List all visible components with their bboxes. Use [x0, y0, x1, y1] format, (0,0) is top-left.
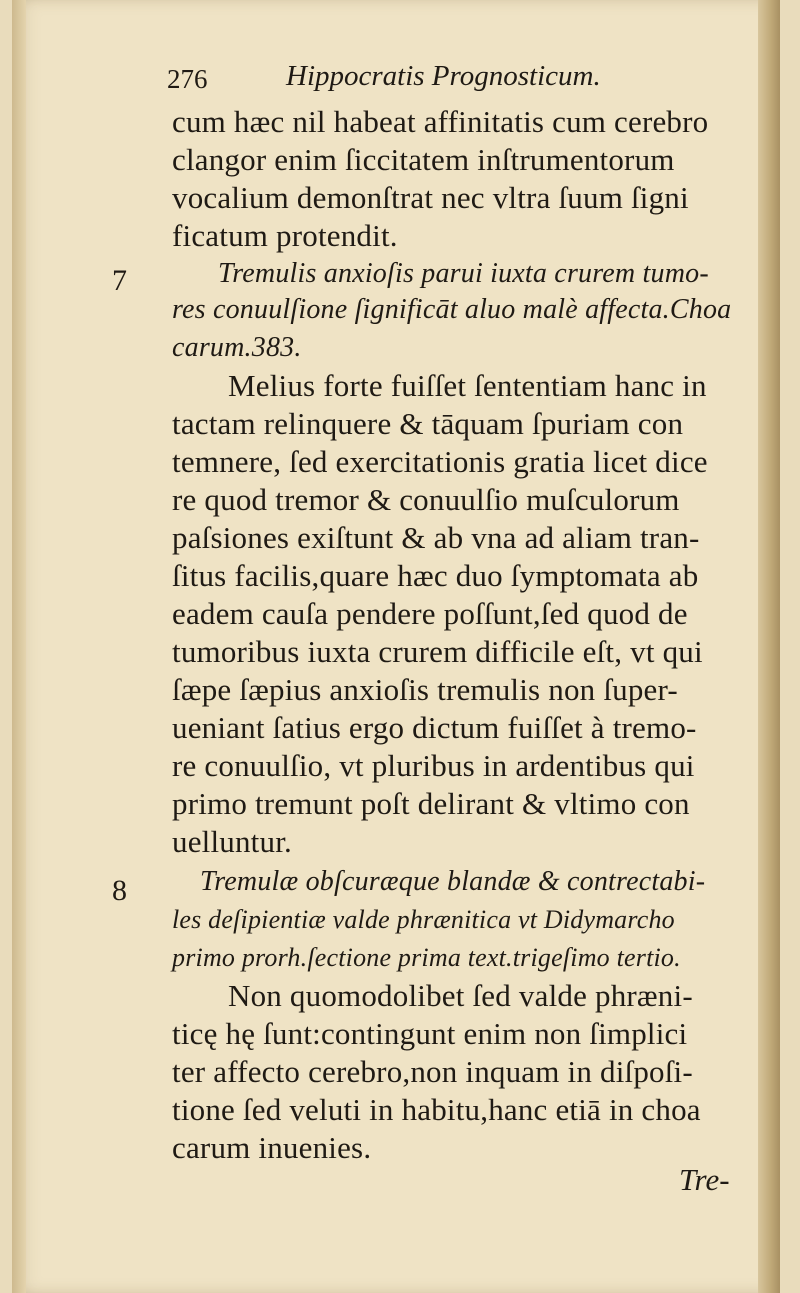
text-line: tactam relinquere & tāquam ſpuriam con	[172, 406, 684, 441]
text-line: clangor enim ſiccitatem inſtrumentorum	[172, 142, 675, 177]
text-line: Melius forte fuiſſet ſententiam hanc in	[228, 368, 707, 403]
italic-heading-line: les deſipientiæ valde phrænitica vt Didymarcho	[172, 905, 675, 934]
text-line: re conuulſio, vt pluribus in ardentibus qui	[172, 748, 695, 783]
text-line: ficatum protendit.	[172, 218, 398, 253]
catchword: Tre-	[679, 1162, 730, 1197]
italic-heading-line: Tremulis anxioſis parui iuxta crurem tumo-	[218, 258, 709, 289]
page-gutter	[12, 0, 26, 1293]
text-line: carum inuenies.	[172, 1130, 372, 1165]
page-number: 276	[167, 64, 208, 94]
italic-heading-line: primo prorh.ſectione prima text.trigeſimo tertio.	[172, 943, 681, 972]
text-line: paſsiones exiſtunt & ab vna ad aliam tran-	[172, 520, 700, 555]
italic-heading-line: Tremulæ obſcuræque blandæ & contrectabi-	[200, 866, 706, 897]
italic-heading-line: carum.383.	[172, 332, 302, 363]
text-line: ticę hę ſunt:contingunt enim non ſimplici	[172, 1016, 688, 1051]
margin-number-8: 8	[112, 874, 127, 907]
text-line: uelluntur.	[172, 824, 292, 859]
text-line: ueniant ſatius ergo dictum fuiſſet à tremo-	[172, 710, 697, 745]
text-line: Non quomodolibet ſed valde phræni-	[228, 978, 693, 1013]
text-line: tumoribus iuxta crurem difficile eſt, vt qui	[172, 634, 703, 669]
text-line: ſæpe ſæpius anxioſis tremulis non ſuper-	[172, 672, 678, 707]
italic-heading-line: res conuulſione ſignificāt aluo malè affecta.Choa	[172, 294, 732, 325]
margin-number-7: 7	[112, 264, 127, 297]
text-line: tione ſed veluti in habitu,hanc etiā in choa	[172, 1092, 701, 1127]
text-line: re quod tremor & conuulſio muſculorum	[172, 482, 680, 517]
text-line: cum hæc nil habeat affinitatis cum cerebro	[172, 104, 709, 139]
running-title: Hippocratis Prognosticum.	[286, 60, 601, 92]
text-line: temnere, ſed exercitationis gratia licet dice	[172, 444, 708, 479]
text-line: eadem cauſa pendere poſſunt,ſed quod de	[172, 596, 688, 631]
text-line: ſitus facilis,quare hæc duo ſymptomata ab	[172, 558, 699, 593]
text-line: vocalium demonſtrat nec vltra ſuum ſigni	[172, 180, 689, 215]
text-line: primo tremunt poſt delirant & vltimo con	[172, 786, 690, 821]
text-line: ter affecto cerebro,non inquam in diſpoſi-	[172, 1054, 693, 1089]
